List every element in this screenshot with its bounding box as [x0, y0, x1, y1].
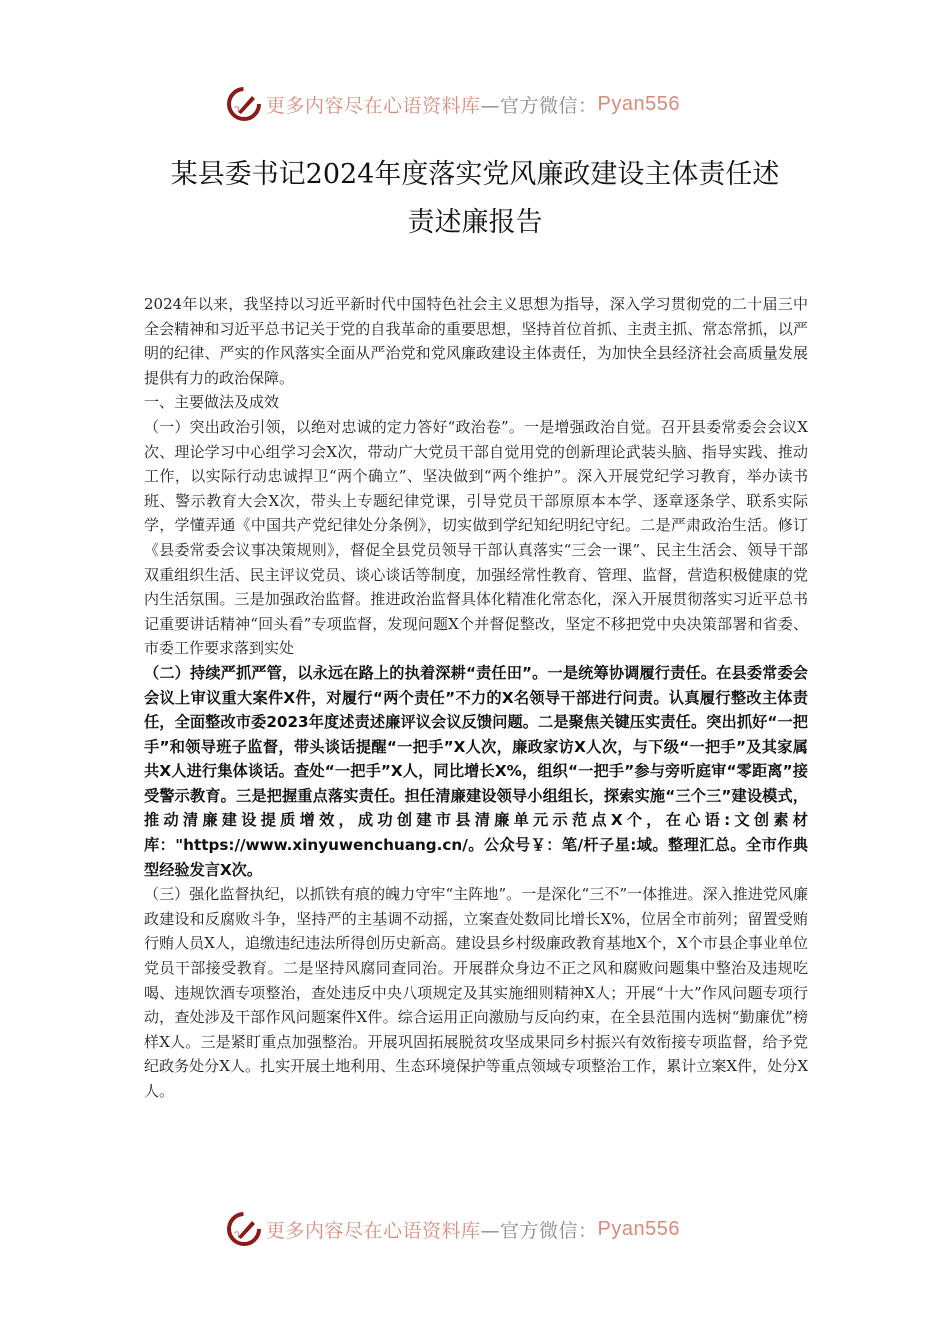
quill-pen-logo-icon: [226, 1211, 262, 1247]
document-title-line1: 某县委书记2024年度落实党风廉政建设主体责任述: [170, 159, 780, 190]
watermark-text: 更多内容尽在心语资料库: [266, 1219, 481, 1242]
intro-paragraph: 2024年以来，我坚持以习近平新时代中国特色社会主义思想为指导，深入学习贯彻党的二十届三中全会精神和习近平总书记关于党的自我革命的重要思想，坚持首位首抓、主责主抓、常态常抓，以严明的纪律、严实的作风落实全面从严治党和党风廉政建设主体责任，为加快全县经济社会高质量发展提供有力的政治保障。: [144, 295, 808, 387]
watermark-wechat-label: —官方微信：: [480, 94, 598, 117]
document-body: [144, 292, 808, 1104]
watermark-banner-bottom: [226, 1209, 680, 1249]
watermark-wechat-label: —官方微信：: [480, 1219, 598, 1242]
quill-pen-logo-icon: [226, 86, 262, 122]
section-heading: 一、主要做法及成效: [144, 393, 280, 412]
paragraph-3: （三）强化监督执纪，以抓铁有痕的魄力守牢“主阵地”。一是深化“三不”一体推进。深入推进党风廉政建设和反腐败斗争，坚持严的主基调不动摇，立案查处数同比增长X%，位居全市前列；留置受贿行贿人员X人，追缴违纪违法所得创历史新高。建设县乡村级廉政教育基地X个，X个市县企事业单位党员干部接受教育。二是坚持风腐同查同治。开展群众身边不正之风和腐败问题集中整治及违规吃喝、违规饮酒专项整治，查处违反中央八项规定及其实施细则精神X人；开展“十大”作风问题专项行动，查处涉及干部作风问题案件X件。综合运用正向激励与反向约束，在全县范围内选树“勤廉优”榜样X人。三是紧盯重点加强整治。开展巩固拓展脱贫攻坚成果同乡村振兴有效衔接专项监督，给予党纪政务处分X人。扎实开展土地利用、生态环境保护等重点领域专项整治工作，累计立案X件，处分X人。: [144, 885, 808, 1100]
document-title-line2: 责述廉报告: [407, 207, 543, 238]
watermark-wechat-id: Pyan556: [597, 1217, 680, 1240]
paragraph-1: （一）突出政治引领，以绝对忠诚的定力答好“政治卷”。一是增强政治自觉。召开县委常委会会议X次、理论学习中心组学习会X次，带动广大党员干部自觉用党的创新理论武装头脑、指导实践、推动工作，以实际行动忠诚捍卫“两个确立”、坚决做到“两个维护”。深入开展党纪学习教育，举办读书班、警示教育大会X次，带头上专题纪律党课，引导党员干部原原本本学、逐章逐条学、联系实际学，学懂弄通《中国共产党纪律处分条例》，切实做到学纪知纪明纪守纪。二是严肃政治生活。修订《县委常委会议事决策规则》，督促全县党员领导干部认真落实“三会一课”、民主生活会、领导干部双重组织生活、民主评议党员、谈心谈话等制度，加强经常性教育、管理、监督，营造积极健康的党内生活氛围。三是加强政治监督。推进政治监督具体化精准化常态化，深入开展贯彻落实习近平总书记重要讲话精神“回头看”专项监督，发现问题X个并督促整改，坚定不移把党中央决策部署和省委、市委工作要求落到实处: [144, 417, 808, 658]
watermark-wechat-id: Pyan556: [597, 92, 680, 115]
watermark-banner-top: [226, 84, 680, 124]
paragraph-2: （二）持续严抓严管，以永远在路上的执着深耕“责任田”。一是统筹协调履行责任。在县委常委会会议上审议重大案件X件，对履行“两个责任”不力的X名领导干部进行问责。认真履行整改主体责任，全面整改市委2023年度述责述廉评议会议反馈问题。二是聚焦关键压实责任。突出抓好“一把手”和领导班子监督，带头谈话提醒“一把手”X人次，廉政家访X人次，与下级“一把手”及其家属共X人进行集体谈话。查处“一把手”X人，同比增长X%，组织“一把手”参与旁听庭审“零距离”接受警示教育。三是把握重点落实责任。担任清廉建设领导小组组长，探索实施“三个三”建设模式，推动清廉建设提质增效，成功创建市县清廉单元示范点X个，在心语:文创素材库："https://www.xinyuwenchuang.cn/。公众号￥：笔/杆子星:域。整理汇总。全市作典型经验发言X次。: [144, 663, 808, 879]
watermark-text: 更多内容尽在心语资料库: [266, 94, 481, 117]
